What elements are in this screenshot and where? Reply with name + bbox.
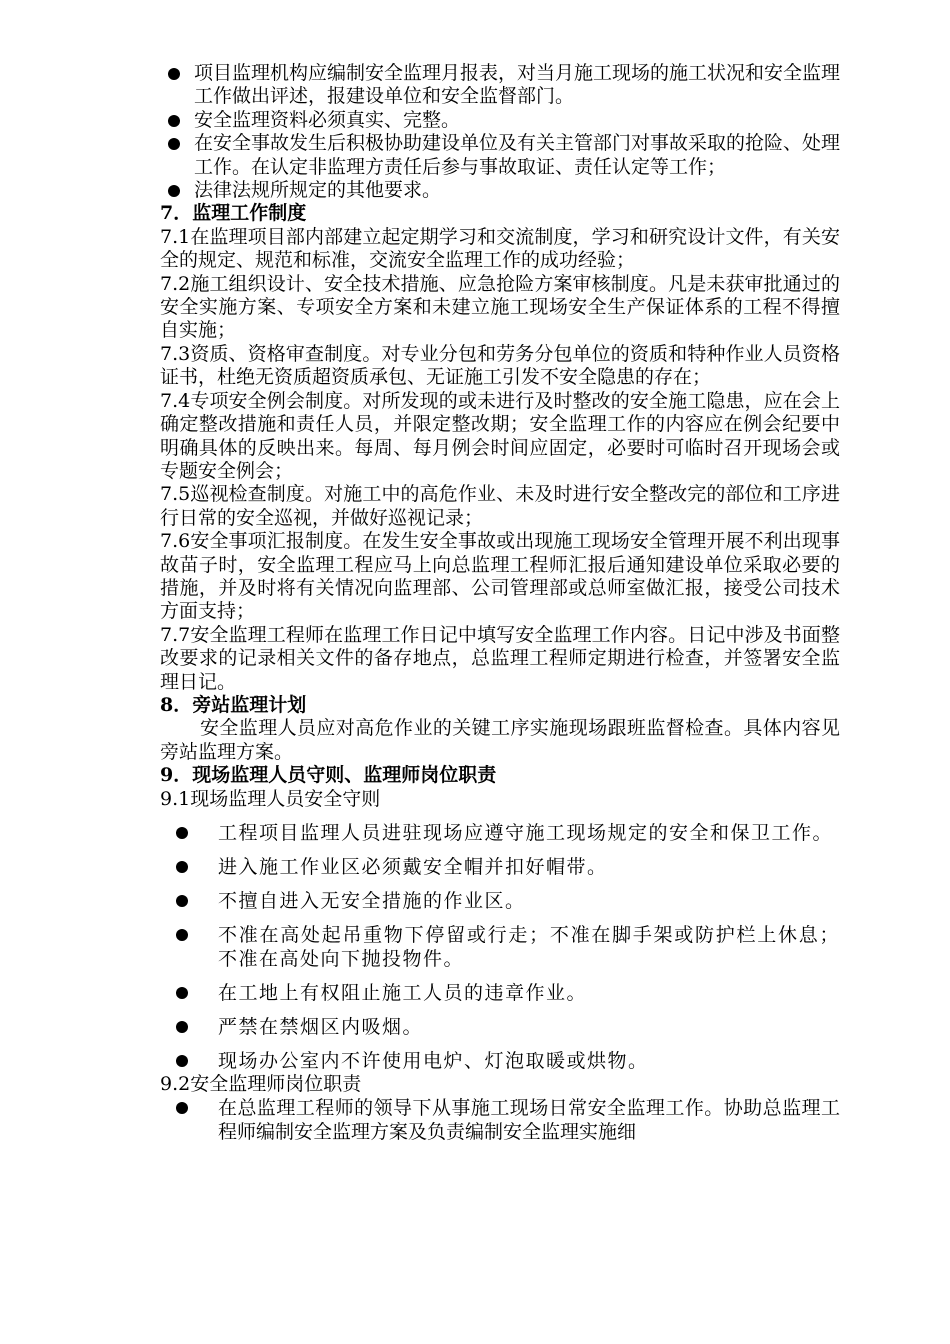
bullet-icon — [160, 179, 194, 202]
list-item — [160, 62, 840, 109]
bullet-icon — [160, 1096, 218, 1120]
list-item-text: 进入施工作业区必须戴安全帽并扣好帽带。 — [218, 856, 608, 878]
list-item-text: 在总监理工程师的领导下从事施工现场日常安全监理工作。协助总监理工程师编制安全监理方案及负责编制安全监理实施细 — [218, 1097, 840, 1144]
section-9-heading: 9．现场监理人员守则、监理师岗位职责 — [160, 764, 497, 787]
list-item-text: 法律法规所规定的其他要求。 — [194, 179, 442, 202]
list-item — [160, 132, 840, 179]
bullet-icon — [160, 1015, 218, 1039]
list-item-text: 在工地上有权阻止施工人员的违章作业。 — [218, 982, 588, 1004]
section-8-heading: 8．旁站监理计划 — [160, 693, 307, 716]
section-7-item: 7.1在监理项目部内部建立起定期学习和交流制度，学习和研究设计文件，有关安全的规定、规范和标准，交流安全监理工作的成功经验； — [160, 225, 840, 272]
bullet-icon — [160, 62, 194, 85]
list-item-text: 现场办公室内不许使用电炉、灯泡取暖或烘物。 — [218, 1050, 649, 1072]
section-7-item: 7.3资质、资格审查制度。对专业分包和劳务分包单位的资质和特种作业人员资格证书，杜绝无资质超资质承包、无证施工引发不安全隐患的存在； — [160, 342, 840, 389]
section-7-item: 7.6安全事项汇报制度。在发生安全事故或出现施工现场安全管理开展不利出现事故苗子时，安全监理工程应马上向总监理工程师汇报后通知建设单位采取必要的措施，并及时将有关情况向监理部、公司管理部或总师室做汇报，接受公司技术方面支持； — [160, 530, 840, 623]
bullet-icon — [160, 821, 218, 845]
list-item-text: 项目监理机构应编制安全监理月报表，对当月施工现场的施工状况和安全监理工作做出评述，报建设单位和安全监督部门。 — [194, 62, 841, 108]
bullet-icon — [160, 923, 218, 947]
list-item-text: 工程项目监理人员进驻现场应遵守施工现场规定的安全和保卫工作。 — [218, 822, 834, 844]
list-item — [160, 1049, 840, 1073]
bullet-icon — [160, 1049, 218, 1073]
list-item-text: 不准在高处起吊重物下停留或行走；不准在脚手架或防护栏上休息；不准在高处向下抛投物件。 — [218, 924, 840, 970]
section-8-body: 安全监理人员应对高危作业的关键工序实施现场跟班监督检查。具体内容见旁站监理方案。 — [160, 717, 840, 763]
list-item-text: 不擅自进入无安全措施的作业区。 — [218, 890, 526, 912]
list-item-text: 严禁在禁烟区内吸烟。 — [218, 1016, 424, 1038]
list-item — [160, 855, 840, 879]
list-item-text: 在安全事故发生后积极协助建设单位及有关主管部门对事故采取的抢险、处理工作。在认定非监理方责任后参与事故取证、责任认定等工作； — [194, 132, 841, 178]
list-item — [160, 923, 840, 971]
bullet-icon — [160, 132, 194, 155]
list-item — [160, 889, 840, 913]
section-7-item: 7.7安全监理工程师在监理工作日记中填写安全监理工作内容。日记中涉及书面整改要求的记录相关文件的备存地点，总监理工程师定期进行检查，并签署安全监理日记。 — [160, 623, 840, 693]
list-item — [160, 821, 840, 845]
bullet-icon — [160, 109, 194, 132]
top-bullet-list — [160, 62, 840, 202]
section-7-item: 7.2施工组织设计、安全技术措施、应急抢险方案审核制度。凡是未获审批通过的安全实施方案、专项安全方案和未建立施工现场安全生产保证体系的工程不得擅自实施； — [160, 272, 840, 342]
subsection-9-2-title: 9.2安全监理师岗位职责 — [160, 1073, 362, 1095]
subsection-9-1-title: 9.1现场监理人员安全守则 — [160, 787, 381, 810]
list-item — [160, 1096, 840, 1144]
safety-rules-list — [160, 821, 840, 1073]
list-item — [160, 179, 840, 202]
list-item-text: 安全监理资料必须真实、完整。 — [194, 108, 461, 131]
bullet-icon — [160, 889, 218, 913]
bullet-icon — [160, 855, 218, 879]
list-item — [160, 981, 840, 1005]
section-7-item: 7.5巡视检查制度。对施工中的高危作业、未及时进行安全整改完的部位和工序进行日常的安全巡视，并做好巡视记录； — [160, 483, 840, 529]
section-7-item: 7.4专项安全例会制度。对所发现的或未进行及时整改的安全施工隐患，应在会上确定整改措施和责任人员，并限定整改期；安全监理工作的内容应在例会纪要中明确具体的反映出来。每周、每月例会时间应固定，必要时可临时召开现场会或专题安全例会； — [160, 389, 840, 482]
list-item — [160, 1015, 840, 1039]
list-item — [160, 109, 840, 132]
document-content — [160, 62, 840, 1144]
section-7-heading: 7．监理工作制度 — [160, 202, 307, 225]
bullet-icon — [160, 981, 218, 1005]
